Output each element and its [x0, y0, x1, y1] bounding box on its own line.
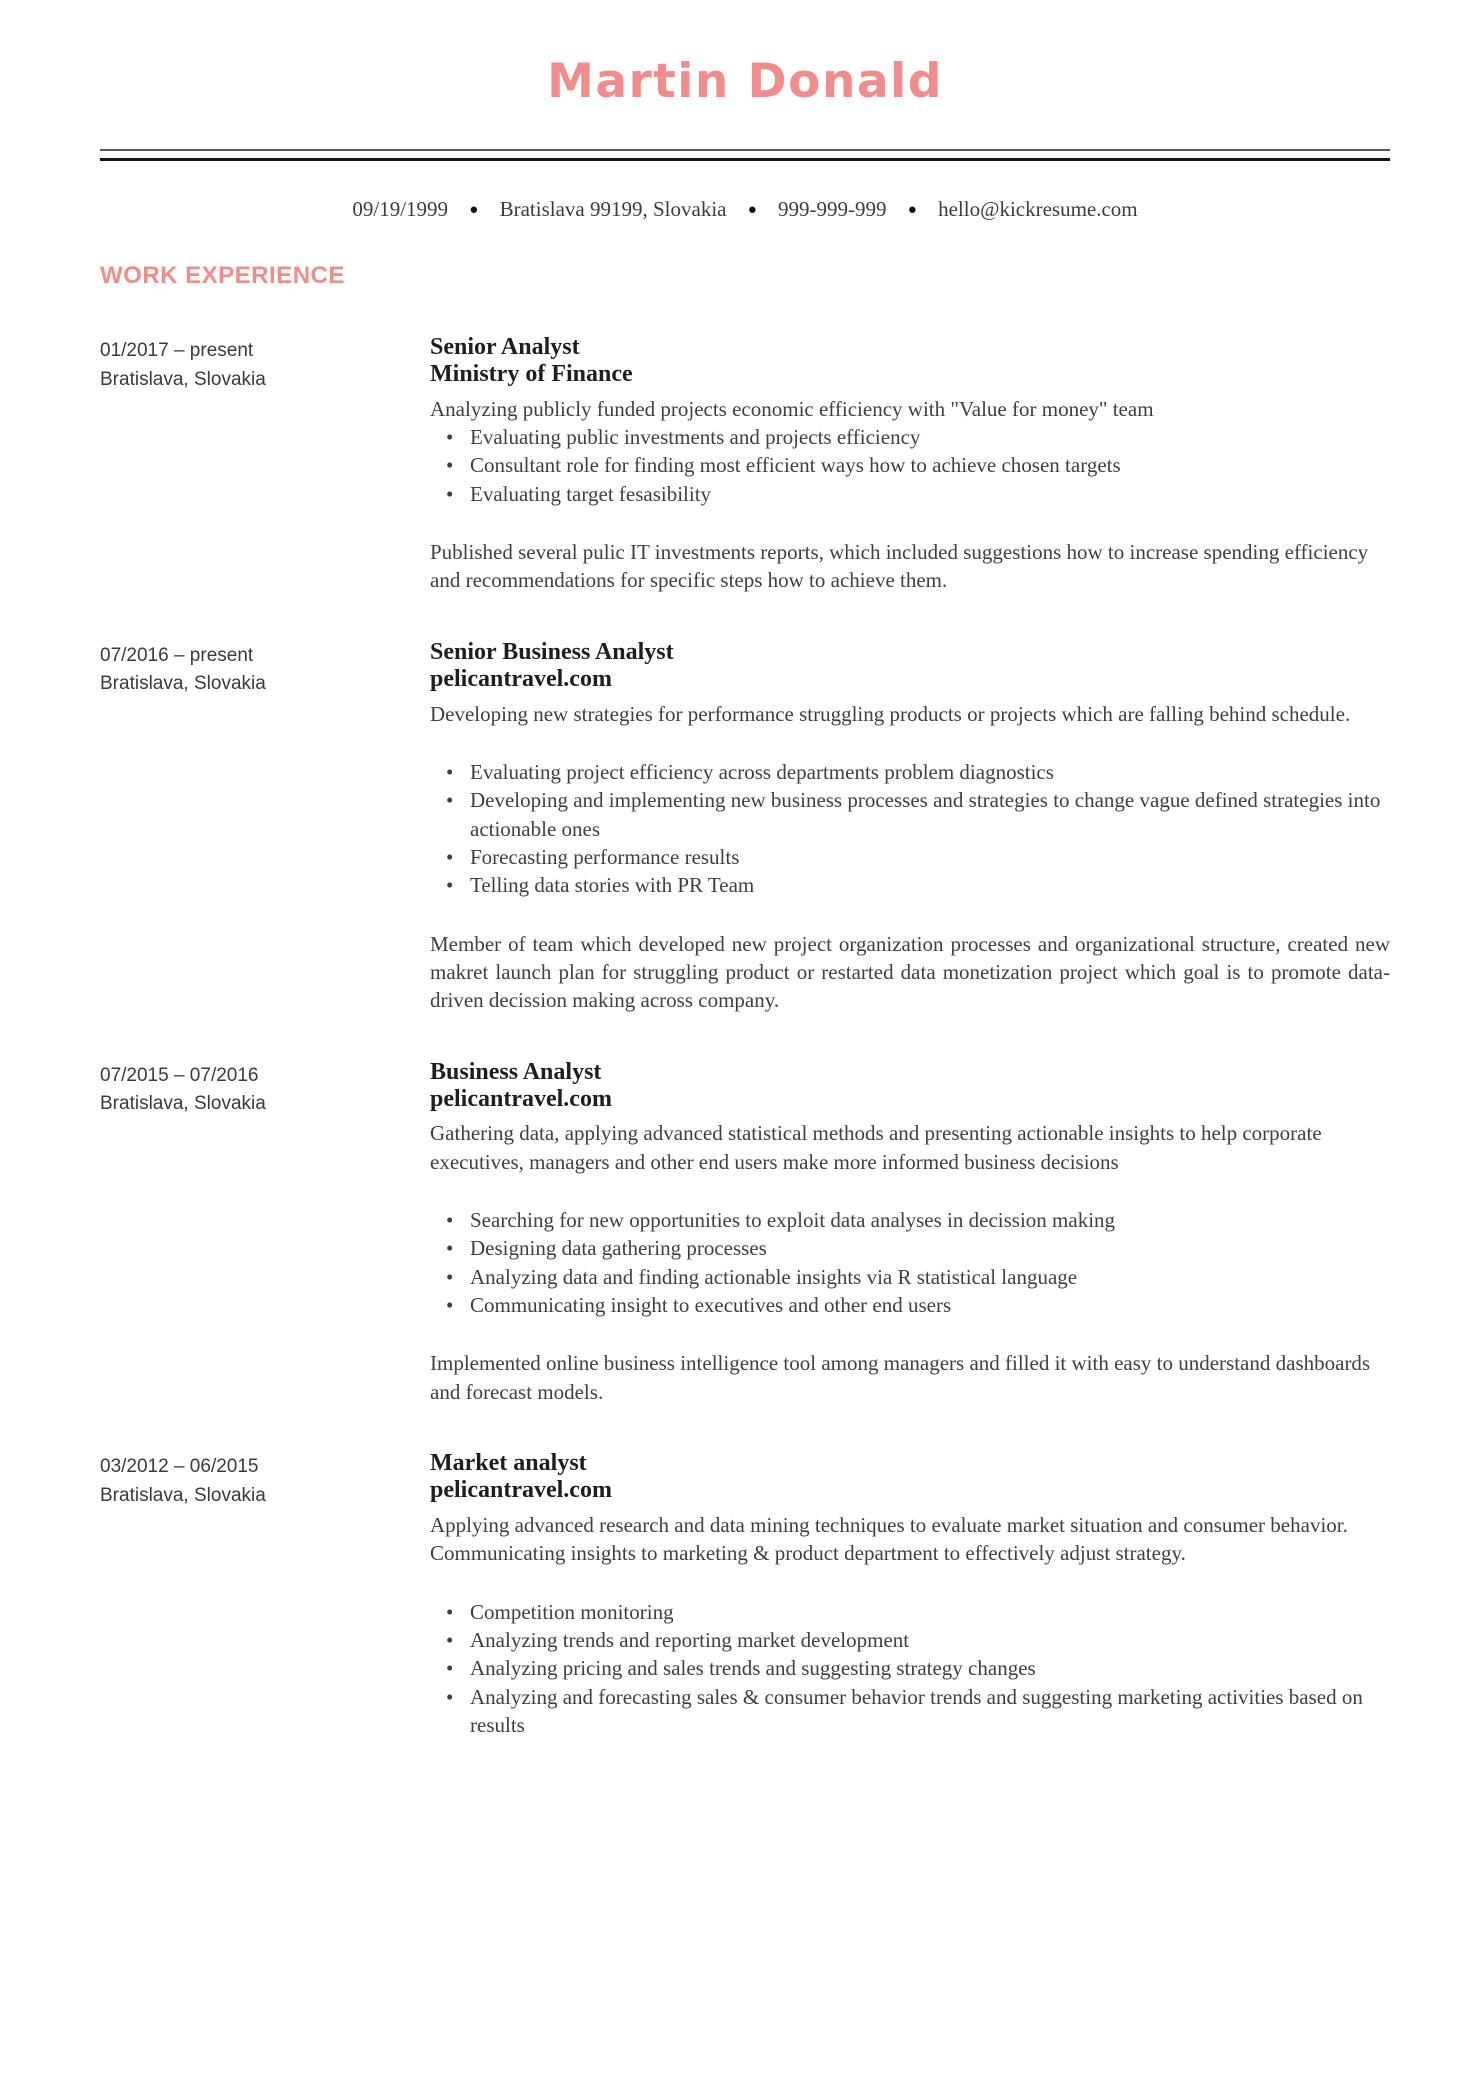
job-dates: 03/2012 – 06/2015: [100, 1456, 259, 1478]
job-bullet: • Telling data stories with PR Team: [430, 871, 1390, 899]
job-title: Senior Business Analyst: [430, 638, 674, 665]
job-bullet: • Competition monitoring: [430, 1598, 1390, 1626]
job-summary: Gathering data, applying advanced statistical methods and presenting actionable insights to help corporate executives, managers and other end users make more informed business decisions: [430, 1121, 1322, 1174]
job-title: Senior Analyst: [430, 334, 580, 360]
job-bullet: • Forecasting performance results: [430, 843, 1390, 871]
job-location: Bratislava, Slovakia: [100, 1093, 266, 1115]
job-bullet-list: [430, 1598, 1390, 1740]
job-footer: Member of team which developed new project organization processes and organizational structure, created new makret launch plan for struggling product or restarted data monetization project which goal is to promote data-driven decission making across company.: [430, 931, 1390, 1013]
bullet-separator-icon: ●: [469, 202, 479, 218]
job-summary: Developing new strategies for performance struggling products or projects which are falling behind schedule.: [430, 701, 1351, 726]
job-company: Ministry of Finance: [430, 360, 633, 387]
job-dates: 07/2016 – present: [100, 644, 254, 666]
job-details: [430, 1450, 1390, 1739]
job-details: [430, 639, 1390, 1015]
bullet-separator-icon: ●: [747, 202, 757, 218]
job-summary: Analyzing publicly funded projects economic efficiency with "Value for money" team: [430, 396, 1154, 421]
job-bullet: • Evaluating public investments and projects efficiency: [430, 423, 1390, 451]
job-location: Bratislava, Slovakia: [100, 1484, 266, 1506]
job-bullet-list: [430, 758, 1390, 900]
job-meta: [100, 1059, 430, 1407]
job-bullet: • Evaluating target fesasibility: [430, 480, 1390, 508]
job-bullet: • Searching for new opportunities to exploit data analyses in decission making: [430, 1206, 1390, 1234]
job-footer: Published several pulic IT investments reports, which included suggestions how to increase spending efficiency and recommendations for specific steps how to achieve them.: [430, 540, 1369, 593]
bullet-separator-icon: ●: [907, 202, 917, 218]
job-entry: [100, 639, 1390, 1015]
job-meta: [100, 1450, 430, 1739]
job-company: pelicantravel.com: [430, 1477, 612, 1504]
job-company: pelicantravel.com: [430, 665, 612, 692]
job-location: Bratislava, Slovakia: [100, 368, 266, 390]
job-details: [430, 1059, 1390, 1407]
page-title: Martin Donald: [547, 54, 943, 109]
job-bullet: • Analyzing and forecasting sales & consumer behavior trends and suggesting marketing activities based on results: [430, 1683, 1390, 1740]
job-footer: Implemented online business intelligence tool among managers and filled it with easy to understand dashboards and forecast models.: [430, 1351, 1371, 1404]
double-rule-divider: [100, 149, 1390, 161]
job-location: Bratislava, Slovakia: [100, 673, 266, 695]
job-entry: [100, 334, 1390, 595]
job-bullet: • Communicating insight to executives and other end users: [430, 1291, 1390, 1319]
job-bullet-list: [430, 423, 1390, 508]
job-dates: 01/2017 – present: [100, 340, 254, 361]
job-bullet: • Analyzing data and finding actionable insights via R statistical language: [430, 1263, 1390, 1291]
job-meta: [100, 334, 430, 595]
job-bullet-list: [430, 1206, 1390, 1319]
contact-line: [100, 197, 1390, 222]
job-bullet: • Analyzing pricing and sales trends and suggesting strategy changes: [430, 1654, 1390, 1682]
job-company: pelicantravel.com: [430, 1085, 612, 1112]
job-meta: [100, 639, 430, 1015]
address: Bratislava 99199, Slovakia: [499, 197, 727, 221]
birth-date: 09/19/1999: [352, 197, 449, 221]
job-bullet: • Evaluating project efficiency across departments problem diagnostics: [430, 758, 1390, 786]
job-details: [430, 334, 1390, 595]
section-title-work-experience: WORK EXPERIENCE: [100, 262, 345, 289]
email: hello@kickresume.com: [938, 197, 1138, 221]
job-entry: [100, 1450, 1390, 1739]
job-dates: 07/2015 – 07/2016: [100, 1064, 259, 1086]
phone: 999-999-999: [778, 197, 887, 221]
job-title: Business Analyst: [430, 1058, 602, 1085]
job-entry: [100, 1059, 1390, 1407]
job-bullet: • Consultant role for finding most efficient ways how to achieve chosen targets: [430, 451, 1390, 479]
job-bullet: • Analyzing trends and reporting market development: [430, 1626, 1390, 1654]
job-bullet: • Designing data gathering processes: [430, 1234, 1390, 1262]
job-bullet: • Developing and implementing new business processes and strategies to change vague defined strategies into actionable ones: [430, 786, 1390, 843]
job-summary: Applying advanced research and data mining techniques to evaluate market situation and consumer behavior. Communicating insights to marketing & product department to effectively adjust strategy.: [430, 1512, 1348, 1566]
job-title: Market analyst: [430, 1450, 587, 1477]
